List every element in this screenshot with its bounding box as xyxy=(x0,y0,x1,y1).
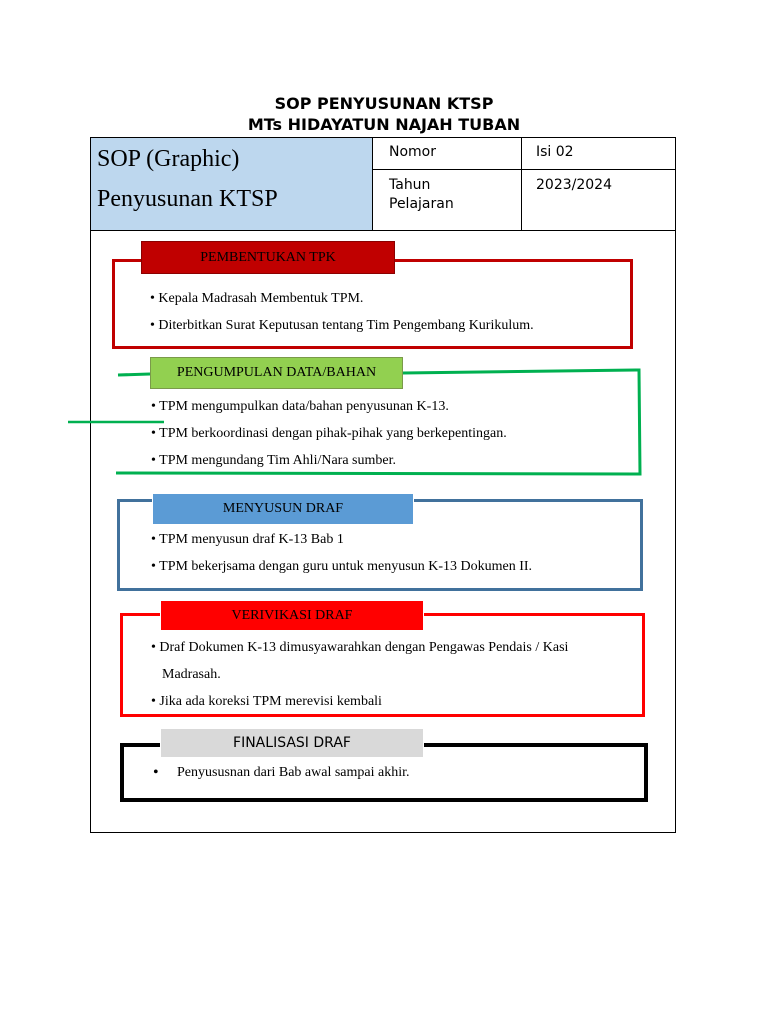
list-item: • TPM mengumpulkan data/bahan penyusunan K-13. xyxy=(151,399,449,414)
list-item: • TPM berkoordinasi dengan pihak-pihak yang berkepentingan. xyxy=(151,426,507,441)
list-item: • Kepala Madrasah Membentuk TPM. xyxy=(150,291,364,306)
list-item: • Jika ada koreksi TPM merevisi kembali xyxy=(151,694,382,709)
tahun-label-line2: Pelajaran xyxy=(389,196,454,212)
list-item: • TPM bekerjsama dengan guru untuk menyusun K-13 Dokumen II. xyxy=(151,559,533,574)
sop-subject-label: Penyusunan KTSP xyxy=(97,186,278,212)
document-title: SOP PENYUSUNAN KTSP xyxy=(274,94,494,113)
list-item: Madrasah. xyxy=(162,667,221,682)
list-item: • TPM menyusun draf K-13 Bab 1 xyxy=(151,532,344,547)
list-item: • Diterbitkan Surat Keputusan tentang Tim Pengembang Kurikulum. xyxy=(150,318,534,333)
bullet-icon: • xyxy=(153,764,159,781)
list-item: Penyususnan dari Bab awal sampai akhir. xyxy=(177,765,410,780)
section-verivikasi-label: VERIVIKASI DRAF xyxy=(160,600,424,631)
list-item: • Draf Dokumen K-13 dimusyawarahkan dengan Pengawas Pendais / Kasi xyxy=(151,640,569,655)
school-name: MTs HIDAYATUN NAJAH TUBAN xyxy=(247,115,521,134)
list-item: • TPM mengundang Tim Ahli/Nara sumber. xyxy=(151,453,396,468)
section-pengumpulan-label: PENGUMPULAN DATA/BAHAN xyxy=(150,357,403,389)
tahun-value: 2023/2024 xyxy=(536,177,612,193)
nomor-label: Nomor xyxy=(389,144,436,160)
sop-type-label: SOP (Graphic) xyxy=(97,146,240,172)
section-pembentukan-label: PEMBENTUKAN TPK xyxy=(141,241,395,274)
section-menyusun-label: MENYUSUN DRAF xyxy=(152,493,414,525)
tahun-label-line1: Tahun xyxy=(389,177,431,193)
nomor-value: Isi 02 xyxy=(536,144,574,160)
section-finalisasi-label: FINALISASI DRAF xyxy=(160,728,424,758)
